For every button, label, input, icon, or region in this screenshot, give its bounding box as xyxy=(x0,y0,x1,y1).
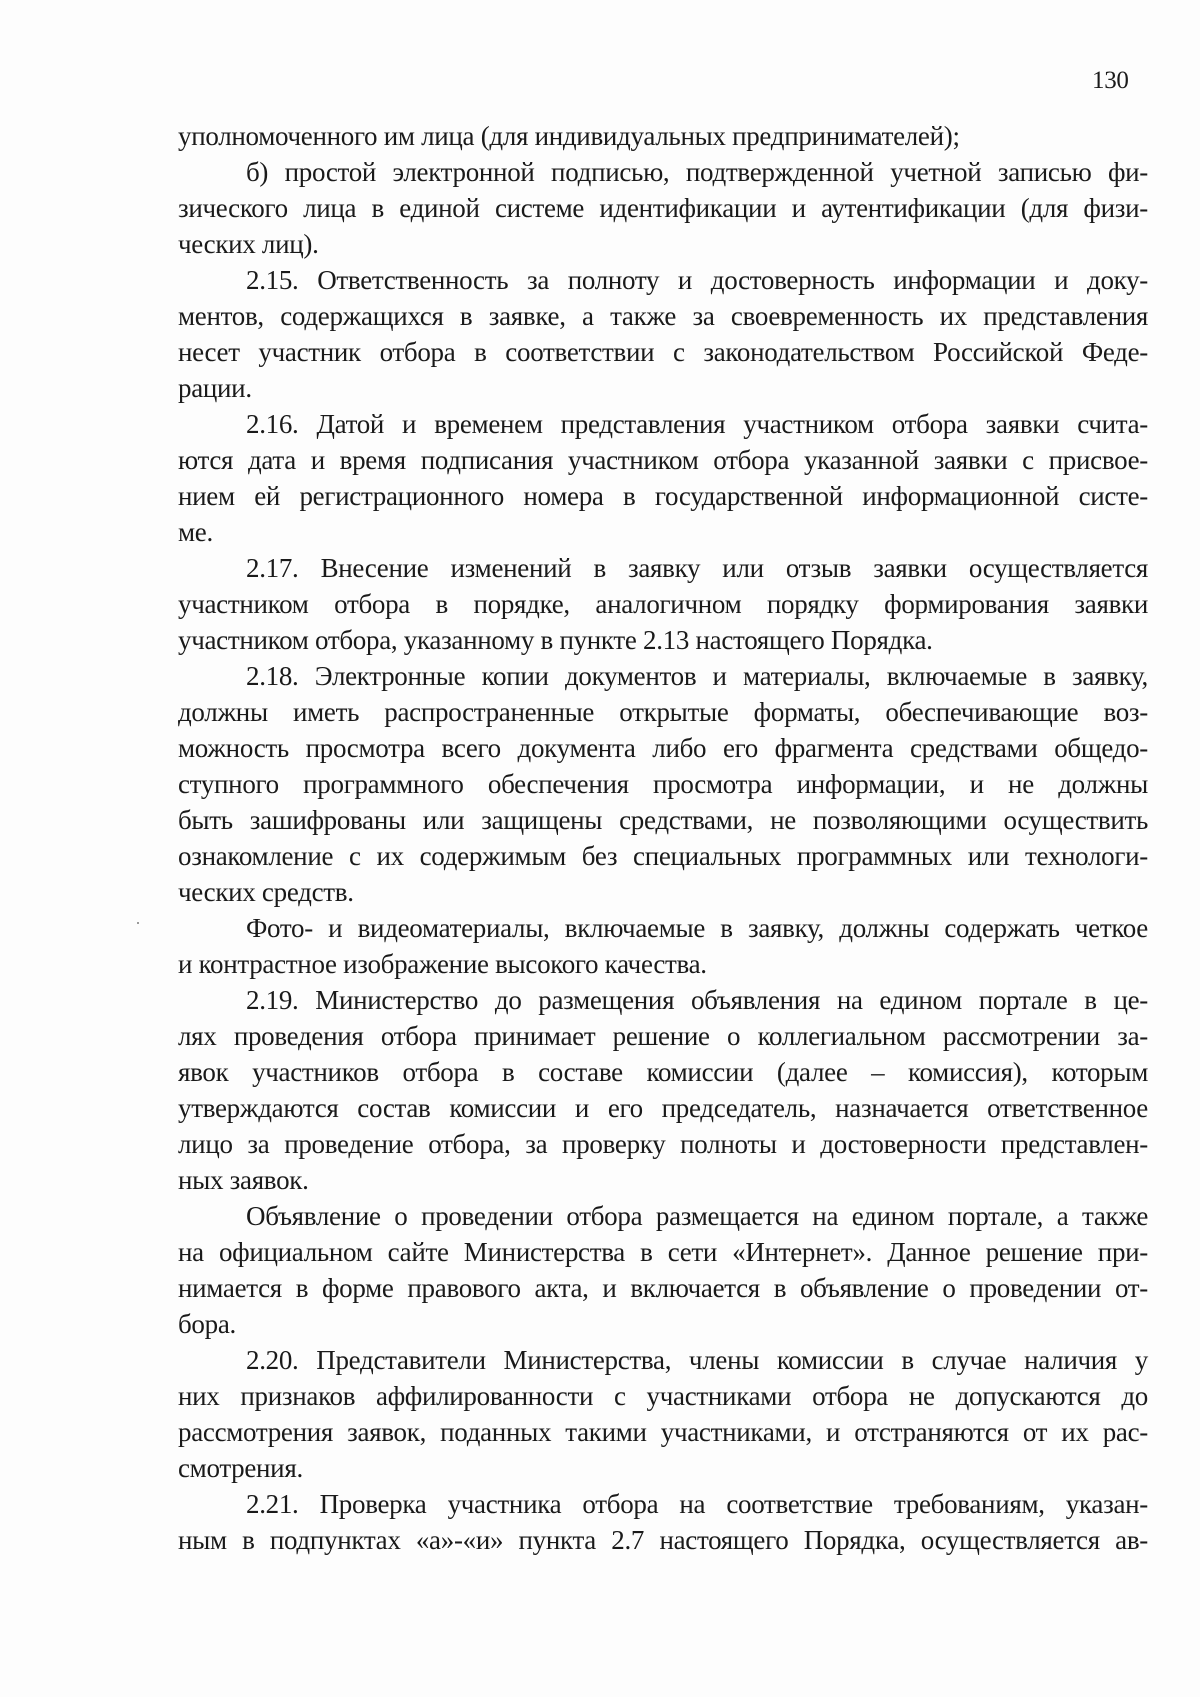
text-line: 2.19. Министерство до размещения объявления на едином портале в це- xyxy=(246,985,1148,1015)
text-line: 2.18. Электронные копии документов и материалы, включаемые в заявку, xyxy=(246,661,1148,691)
text-line: 2.17. Внесение изменений в заявку или отзыв заявки осуществляется xyxy=(246,553,1148,583)
text-line: ознакомление с их содержимым без специальных программных или технологи- xyxy=(178,841,1148,871)
text-line: ются дата и время подписания участником отбора указанной заявки с присвое- xyxy=(178,445,1148,475)
text-line: уполномоченного им лица (для индивидуальных предпринимателей); xyxy=(178,121,960,151)
text-line: несет участник отбора в соответствии с законодательством Российской Феде- xyxy=(178,337,1148,367)
text-line: лицо за проведение отбора, за проверку полноты и достоверности представлен- xyxy=(178,1129,1148,1159)
text-line: ме. xyxy=(178,517,213,547)
text-line: явок участников отбора в составе комиссии (далее – комиссия), которым xyxy=(178,1057,1148,1087)
text-line: 2.20. Представители Министерства, члены комиссии в случае наличия у xyxy=(246,1345,1148,1375)
text-line: и контрастное изображение высокого качества. xyxy=(178,949,707,979)
text-line: Фото- и видеоматериалы, включаемые в заявку, должны содержать четкое xyxy=(246,913,1148,943)
text-line: участником отбора в порядке, аналогичном порядку формирования заявки xyxy=(178,589,1148,619)
text-line: рассмотрения заявок, поданных такими участниками, и отстраняются от их рас- xyxy=(178,1417,1148,1447)
text-line: ным в подпунктах «а»-«и» пункта 2.7 настоящего Порядка, осуществляется ав- xyxy=(178,1525,1148,1555)
text-line: 2.16. Датой и временем представления участником отбора заявки счита- xyxy=(246,409,1148,439)
page-number: 130 xyxy=(1092,67,1129,94)
text-line: должны иметь распространенные открытые форматы, обеспечивающие воз- xyxy=(178,697,1148,727)
scan-speck xyxy=(137,922,139,924)
text-line: участником отбора, указанному в пункте 2.13 настоящего Порядка. xyxy=(178,625,933,655)
text-line: б) простой электронной подписью, подтвержденной учетной записью фи- xyxy=(246,157,1148,187)
text-line: ческих средств. xyxy=(178,877,354,907)
text-line: на официальном сайте Министерства в сети «Интернет». Данное решение при- xyxy=(178,1237,1148,1267)
text-line: ных заявок. xyxy=(178,1165,309,1195)
text-line: рации. xyxy=(178,373,252,403)
text-line: них признаков аффилированности с участниками отбора не допускаются до xyxy=(178,1381,1148,1411)
text-line: 2.15. Ответственность за полноту и достоверность информации и доку- xyxy=(246,265,1148,295)
text-line: ческих лиц). xyxy=(178,229,319,259)
text-line: утверждаются состав комиссии и его председатель, назначается ответственное xyxy=(178,1093,1148,1123)
text-line: смотрения. xyxy=(178,1453,303,1483)
text-line: нимается в форме правового акта, и включается в объявление о проведении от- xyxy=(178,1273,1148,1303)
text-line: ступного программного обеспечения просмотра информации, и не должны xyxy=(178,769,1148,799)
text-line: можность просмотра всего документа либо его фрагмента средствами общедо- xyxy=(178,733,1148,763)
text-line: быть зашифрованы или защищены средствами, не позволяющими осуществить xyxy=(178,805,1148,835)
text-line: нием ей регистрационного номера в государственной информационной систе- xyxy=(178,481,1148,511)
text-line: лях проведения отбора принимает решение о коллегиальном рассмотрении за- xyxy=(178,1021,1148,1051)
text-line: зического лица в единой системе идентификации и аутентификации (для физи- xyxy=(178,193,1148,223)
text-line: Объявление о проведении отбора размещается на едином портале, а также xyxy=(246,1201,1148,1231)
text-line: ментов, содержащихся в заявке, а также за своевременность их представления xyxy=(178,301,1148,331)
text-line: 2.21. Проверка участника отбора на соответствие требованиям, указан- xyxy=(246,1489,1148,1519)
text-line: бора. xyxy=(178,1309,236,1339)
